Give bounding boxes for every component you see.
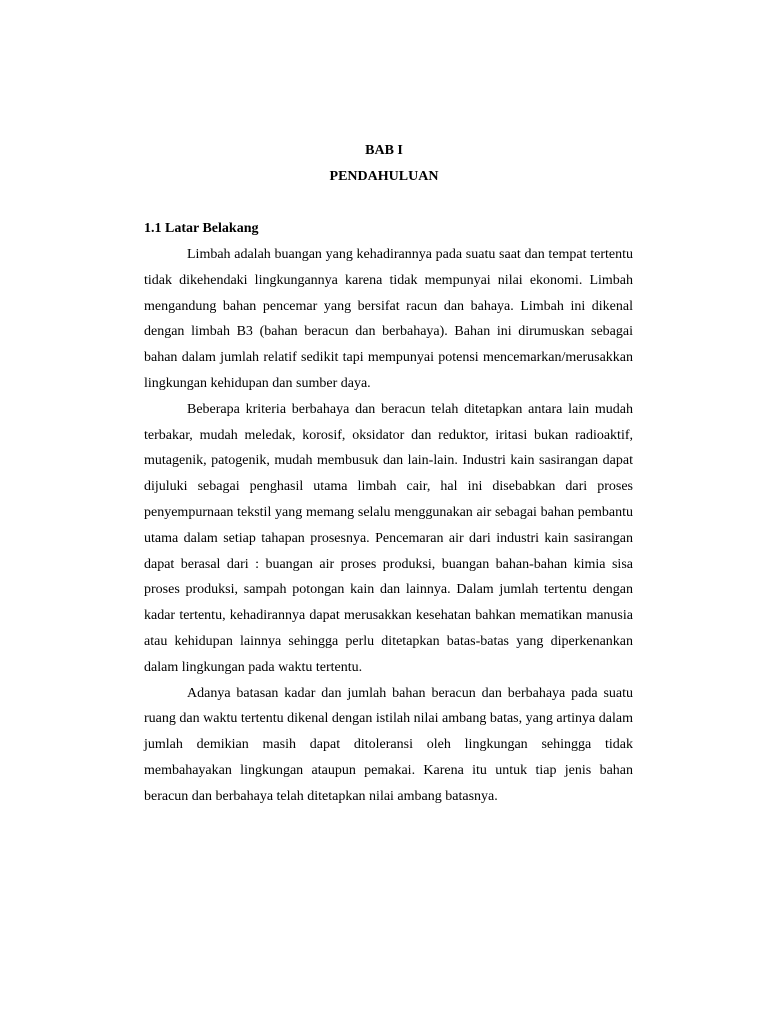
paragraph-2: Beberapa kriteria berbahaya dan beracun telah ditetapkan antara lain mudah terbakar, mudah meledak, korosif, oksidator dan reduktor, iritasi bukan radioaktif, mutagenik, patogenik, mudah membusuk dan lain-lain. Industri kain sasirangan dapat dijuluki sebagai penghasil utama limbah cair, hal ini disebabkan dari proses penyempurnaan tekstil yang memang selalu menggunakan air sebagai bahan pembantu utama dalam setiap tahapan prosesnya. Pencemaran air dari industri kain sasirangan dapat berasal dari : buangan air proses produksi, buangan bahan-bahan kimia sisa proses produksi, sampah potongan kain dan lainnya. Dalam jumlah tertentu dengan kadar tertentu, kehadirannya dapat merusakkan kesehatan bahkan mematikan manusia atau kehidupan lainnya sehingga perlu ditetapkan batas-batas yang diperkenankan dalam lingkungan pada waktu tertentu. — [144, 401, 633, 675]
chapter-title: PENDAHULUAN — [329, 169, 439, 184]
section-title: 1.1 Latar Belakang — [144, 221, 259, 236]
chapter-number: BAB I — [365, 143, 403, 158]
paragraph-1: Limbah adalah buangan yang kehadirannya pada suatu saat dan tempat tertentu tidak dikehendaki lingkungannya karena tidak mempunyai nilai ekonomi. Limbah mengandung bahan pencemar yang bersifat racun dan bahaya. Limbah ini dikenal dengan limbah B3 (bahan beracun dan berbahaya). Bahan ini dirumuskan sebagai bahan dalam jumlah relatif sedikit tapi mempunyai potensi mencemarkan/merusakkan lingkungan kehidupan dan sumber daya. — [144, 247, 633, 391]
paragraph-3: Adanya batasan kadar dan jumlah bahan beracun dan berbahaya pada suatu ruang dan waktu tertentu dikenal dengan istilah nilai ambang batas, yang artinya dalam jumlah demikian masih dapat ditoleransi oleh lingkungan sehingga tidak membahayakan lingkungan ataupun pemakai. Karena itu untuk tiap jenis bahan beracun dan berbahaya telah ditetapkan nilai ambang batasnya. — [144, 685, 633, 804]
body-text — [144, 242, 633, 810]
